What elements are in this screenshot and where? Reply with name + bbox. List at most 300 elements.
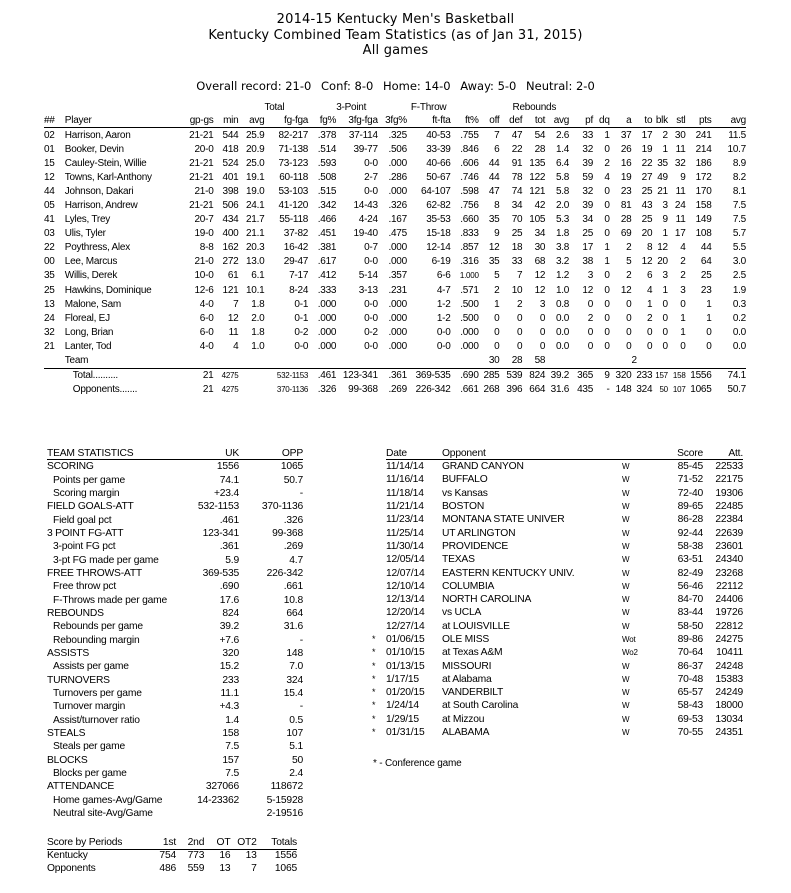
report-subtitle: Kentucky Combined Team Statistics (as of Jan 31, 2015) [208,28,583,43]
stat-uk: 1556 [216,461,239,473]
periods-row [47,849,297,862]
game-row [386,526,743,539]
player-stat-cell: 3 [662,200,668,212]
player-stat-cell: 28 [534,143,546,155]
player-stat-cell: 4-0 [199,298,214,310]
game-date-cell [386,553,442,566]
game-row [386,566,743,579]
player-stat-cell: 0.2 [732,312,746,324]
game-opponent: OLE MISS [442,634,490,645]
game-attendance: 24249 [715,687,743,699]
player-stat-cell: 21.1 [245,228,265,240]
periods-header-cell: Score by Periods [47,836,152,849]
player-stat-cell: 25.0 [245,157,265,169]
player-stat-cell: 23 [700,284,712,296]
stat-uk: 369-535 [202,567,239,579]
game-date-cell [386,526,442,539]
empty-cell [686,354,712,369]
player-stat-cell: 25 [700,270,712,282]
player-stat-cell: 5 [626,256,632,268]
game-opponent: at South Carolina [442,700,519,712]
periods-cell: Opponents [47,862,96,874]
report-title: 2014-15 Kentucky Men's Basketball [276,12,515,27]
player-stat-cell: 44 [488,157,500,169]
opp-header: OPP [239,447,303,460]
player-row [44,213,746,227]
stat-uk: .690 [219,581,239,593]
player-stat-cell: 0-1 [294,312,309,324]
player-stat-cell: 1.8 [251,326,265,338]
player-stat-cell: 20-7 [194,214,214,226]
player-stat-cell: .231 [388,284,407,296]
player-stat-cell: 5.3 [555,214,570,226]
stat-uk: 532-1153 [197,501,239,513]
player-stat-cell: 8.9 [732,157,746,169]
player-row [44,170,746,184]
game-attendance: 22639 [715,527,743,539]
stat-uk: 15.2 [219,661,239,673]
player-stat-cell: .846 [460,143,479,155]
game-opponent: EASTERN KENTUCKY UNIV. [442,567,575,579]
team-def: 28 [511,355,523,367]
game-result: W [622,701,630,711]
team-stat-row [47,553,303,566]
player-stat-cell: 24 [44,312,55,324]
record-home: Home: 14-0 [382,79,451,93]
summary-cell: - [606,384,610,396]
player-stat-cell: 0 [587,326,594,338]
periods-row [47,862,297,875]
player-stat-cell: Johnson, Dakari [64,185,134,197]
player-stat-cell: 4-24 [358,214,378,226]
game-date-cell [386,513,442,526]
player-stat-cell: 15 [44,157,55,169]
player-stat-cell: 0.0 [732,340,746,352]
player-stat-cell: 12-6 [194,284,214,296]
player-stat-cell: 19 [641,143,653,155]
game-date-cell [386,540,442,553]
stat-opp: 2-19516 [266,808,303,820]
player-stat-cell: 25 [641,214,653,226]
conference-marker: * [372,647,376,658]
player-stat-cell: 05 [44,200,55,212]
game-date-cell [372,633,442,646]
player-stat-cell: 40-66 [426,157,451,169]
team-stat-row [47,794,303,807]
team-stat-row [47,727,303,740]
empty-cell [451,354,479,369]
conference-marker: * [372,660,376,671]
player-stat-cell: 39-77 [353,143,378,155]
player-stat-cell: 12 [534,284,546,296]
player-stat-cell: 0 [706,326,712,338]
game-opponent: ALABAMA [442,727,490,739]
game-attendance: 23268 [715,567,743,579]
player-stat-cell: 1.0 [251,340,265,352]
conference-marker: * [372,713,376,724]
stat-opp: 31.6 [283,621,303,633]
empty-cell [44,368,65,383]
player-stat-cell: 1.8 [555,228,570,240]
player-stat-cell: .000 [388,256,407,268]
player-stat-cell: 17 [582,242,594,254]
player-stat-cell: 11 [675,143,686,155]
game-result: W [622,462,630,472]
empty-cell [593,354,610,369]
player-stat-cell: 44 [488,171,500,183]
conference-marker: * [372,700,376,711]
group-rebounds: Rebounds [512,102,557,113]
player-stat-cell: 53-103 [278,185,309,197]
player-stat-cell: 3.2 [555,256,570,268]
player-stat-cell: 8-8 [199,242,214,254]
player-stat-cell: 2 [587,312,594,324]
player-stat-cell: 4-7 [436,284,451,296]
stat-opp: 2.4 [289,768,303,780]
player-stat-cell: 1 [706,312,712,324]
player-stat-cell: 13.0 [245,256,265,268]
player-stat-cell: 39 [582,157,594,169]
player-stat-cell: 241 [695,129,712,141]
game-date: 12/10/14 [386,580,425,592]
record-line [0,79,791,93]
game-score: 70-64 [677,647,703,659]
game-result: W [622,661,630,671]
player-stat-cell: 35-53 [426,214,451,226]
stat-label: REBOUNDS [47,607,104,619]
stat-label: 3 POINT FG-ATT [47,527,124,539]
player-stat-cell: 0.8 [555,298,570,310]
stat-opp: .661 [283,581,303,593]
player-row [44,255,746,269]
team-stat-row [47,674,303,687]
stat-label: Points per game [53,474,125,486]
summary-cell: 31.6 [550,384,570,396]
stat-label: Assists per game [53,661,129,673]
game-date-cell [386,620,442,633]
player-stat-cell: 400 [222,228,239,240]
player-stat-cell: 12 [582,284,594,296]
summary-cell: 370-1136 [276,385,309,395]
team-stat-row [47,620,303,633]
player-stat-cell: 43 [641,200,653,212]
player-stat-cell: 20.3 [245,242,265,254]
player-stat-cell: 19-40 [353,228,378,240]
player-stat-cell: .381 [317,242,337,254]
player-stat-cell: 2 [646,312,653,324]
player-stat-cell: 25 [511,228,523,240]
player-stat-cell: 11 [675,185,686,197]
stat-label: Blocks per game [53,768,127,780]
summary-cell: Total.......... [65,368,179,383]
player-stat-cell: 2 [626,242,632,254]
game-result: W [622,488,630,498]
game-opponent: at Mizzou [442,713,485,725]
player-stat-cell: 12 [657,242,668,254]
player-row [44,142,746,156]
game-results-table [372,447,743,739]
stat-uk: 824 [222,607,239,619]
stat-label: Rebounding margin [53,634,140,646]
player-stat-cell: 7 [494,129,500,141]
player-stat-cell: 0-0 [364,185,378,197]
player-stat-cell: Towns, Karl-Anthony [64,171,152,183]
player-stat-cell: 13 [44,298,55,310]
team-stat-row [47,513,303,526]
opponent-header: Opponent [442,447,618,460]
stat-uk: +23.4 [213,487,239,499]
player-stat-cell: 7 [233,298,239,310]
record-conf: Conf: 8-0 [321,79,374,93]
player-stat-cell: 0 [604,340,610,352]
stat-label: Free throw pct [53,581,117,593]
player-stat-cell: .342 [317,200,337,212]
summary-cell: 74.1 [712,368,746,383]
col-header: dq [593,114,610,128]
player-stat-cell: 21-21 [189,129,214,141]
col-header: to [631,114,652,128]
team-stat-row [47,714,303,727]
game-row [386,713,743,726]
player-stat-cell: 50-67 [426,171,451,183]
player-stat-cell: 25 [641,185,653,197]
player-stat-cell: .378 [317,129,337,141]
team-label: Team [64,355,89,367]
summary-cell: 148 [615,384,632,396]
player-stat-cell: 418 [222,143,239,155]
empty-cell [336,354,378,369]
conference-marker: * [372,634,376,644]
score-by-periods-table [47,836,297,875]
game-date: 11/16/14 [386,474,424,486]
game-score: 83-44 [677,607,703,619]
player-stat-cell: 12 [620,284,632,296]
game-attendance: 22485 [715,501,743,513]
team-stat-row [47,660,303,673]
periods-header-cell: 1st [152,836,176,849]
player-stat-cell: .333 [317,284,337,296]
player-stat-cell: 10.1 [245,284,265,296]
game-result: W [622,595,630,605]
game-date: 01/10/15 [386,647,425,659]
game-score: 70-48 [677,673,703,685]
player-stat-cell: 0 [517,312,523,324]
player-stat-cell: 0-0 [436,326,451,338]
player-stat-cell: 62-82 [426,200,451,212]
player-stat-cell: 1.8 [251,298,265,310]
player-stat-cell: 0 [626,312,632,324]
stat-label: STEALS [47,728,86,740]
record-overall: Overall record: 21-0 [196,79,312,93]
team-to: 2 [631,355,637,367]
player-stat-cell: 544 [222,129,239,141]
player-stat-cell: 1.000 [459,271,479,281]
player-stat-cell: 10.7 [727,143,746,155]
summary-cell: 50.7 [727,384,746,396]
summary-cell: 824 [522,368,545,383]
stat-label: F-Throws made per game [53,594,168,606]
player-stat-cell: 108 [695,228,712,240]
player-stat-cell: 33 [582,129,594,141]
game-attendance: 24406 [715,594,743,606]
player-stat-cell: 32 [674,157,686,169]
game-score: 92-44 [677,527,703,539]
player-stat-cell: 2.0 [251,312,265,324]
player-stat-cell: 82-217 [278,129,309,141]
stat-opp: 99-368 [272,527,303,539]
stat-uk: .461 [219,514,239,526]
player-stat-cell: 12 [641,256,653,268]
team-stat-row [47,500,303,513]
stat-uk: 39.2 [219,621,239,633]
game-row [386,606,743,619]
player-stat-cell: 0 [604,185,610,197]
game-opponent: at Texas A&M [442,647,503,659]
summary-cell: 4275 [221,385,239,395]
player-stat-cell: .746 [460,171,479,183]
game-row [386,699,743,712]
player-stat-cell: 0 [706,340,712,352]
player-stat-cell: 6-6 [436,270,451,282]
team-stat-row [47,540,303,553]
player-stat-cell: 0 [680,340,686,352]
col-header: fg% [308,114,336,128]
stat-opp: 5-15928 [266,794,303,806]
summary-cell [238,383,264,397]
player-stat-cell: 68 [534,256,546,268]
player-stat-cell: 02 [44,129,55,141]
team-stat-row [47,754,303,767]
player-stat-cell: 19-0 [194,228,214,240]
player-stat-cell: 0 [494,312,500,324]
summary-cell: 21 [202,384,214,396]
player-stat-cell: 2 [494,284,500,296]
player-stat-cell: 74 [511,185,523,197]
game-score: 58-43 [677,700,703,712]
player-stat-cell: 24 [674,200,686,212]
team-stat-row [47,567,303,580]
player-stat-cell: Lee, Marcus [64,256,118,268]
player-stat-cell: 15-18 [426,228,451,240]
summary-cell: 1065 [690,384,712,396]
player-stat-cell: 2 [517,298,523,310]
game-result: W [622,674,630,684]
player-stat-cell: .000 [388,242,407,254]
game-row [386,540,743,553]
empty-cell [44,383,65,397]
team-stat-row [47,607,303,620]
periods-cell: 1065 [274,862,297,874]
player-stat-cell: 54 [534,129,546,141]
player-stat-cell: 38 [582,256,594,268]
team-stats-header [47,447,303,460]
player-stat-cell: Hawkins, Dominique [64,284,152,296]
player-stat-cell: 12 [488,242,500,254]
game-attendance: 22175 [715,474,743,486]
player-stat-cell: 0 [517,326,523,338]
player-stat-cell: 7.5 [732,214,746,226]
player-stat-cell: .000 [460,340,479,352]
player-stat-cell: 32 [582,143,594,155]
stat-uk: 11.1 [220,688,239,700]
stat-label: Home games-Avg/Game [53,794,163,806]
stat-opp: 4.7 [289,554,303,566]
player-stat-cell: .167 [388,214,407,226]
player-stat-cell: 11.5 [728,129,746,141]
player-stat-cell: 172 [695,171,712,183]
player-stat-cell: .500 [460,298,479,310]
player-stat-cell: .606 [460,157,479,169]
player-stat-cell: 30 [674,129,686,141]
game-date-cell [386,593,442,606]
game-date: 01/13/15 [386,660,425,672]
player-stat-cell: 2.6 [555,129,570,141]
player-stat-cell: 0-2 [364,326,378,338]
player-stat-cell: .593 [317,157,337,169]
game-row [386,726,743,739]
game-date-cell [386,473,442,486]
player-stat-cell: 5.8 [555,185,570,197]
game-score: 89-65 [677,501,703,513]
player-stat-cell: 22 [44,242,55,254]
player-stat-cell: Booker, Devin [64,143,124,155]
player-stat-cell: 2.0 [555,200,570,212]
game-attendance: 13034 [715,713,743,725]
player-stat-cell: 1.2 [555,270,570,282]
summary-cell: 369-535 [407,368,451,383]
game-row [386,580,743,593]
periods-header-cell: Totals [257,836,297,849]
player-stat-cell: 3 [680,284,686,296]
player-stat-cell: 214 [695,143,712,155]
player-stat-cell: 6-0 [199,326,214,338]
stat-uk: +4.3 [219,701,239,713]
player-stat-cell: 1 [662,228,668,240]
player-stat-cell: 26 [620,143,632,155]
player-stat-cell: 4-0 [199,340,214,352]
player-stat-cell: 16 [620,157,632,169]
stat-label: Turnover margin [53,701,126,713]
stat-uk: 320 [222,647,239,659]
player-stat-cell: 11 [228,326,239,338]
summary-cell: 158 [668,368,686,383]
player-stat-cell: 0-0 [364,298,378,310]
player-stat-cell: 0 [604,270,610,282]
empty-cell [264,354,308,369]
player-stat-cell: 1 [604,256,610,268]
player-stat-cell: 0 [494,340,500,352]
stat-opp: 50.7 [283,474,303,486]
player-stat-cell: 398 [222,185,239,197]
player-row [44,311,746,325]
game-date-cell [372,726,442,739]
conference-marker: * [372,673,376,684]
stat-label: Assist/turnover ratio [53,714,140,726]
player-stat-cell: 0 [604,326,610,338]
player-row [44,339,746,353]
game-row [386,487,743,500]
game-opponent: NORTH CAROLINA [442,594,532,606]
player-stat-cell: 73-123 [278,157,309,169]
periods-cell: 13 [219,862,231,874]
summary-cell: 532-1153 [264,368,308,383]
summary-cell: .361 [378,368,407,383]
player-stat-cell: 6 [646,270,653,282]
stat-label: Field goal pct [53,514,112,526]
game-attendance: 18000 [715,700,743,712]
stat-label: FIELD GOALS-ATT [47,501,134,513]
player-stat-cell: 4 [604,171,610,183]
